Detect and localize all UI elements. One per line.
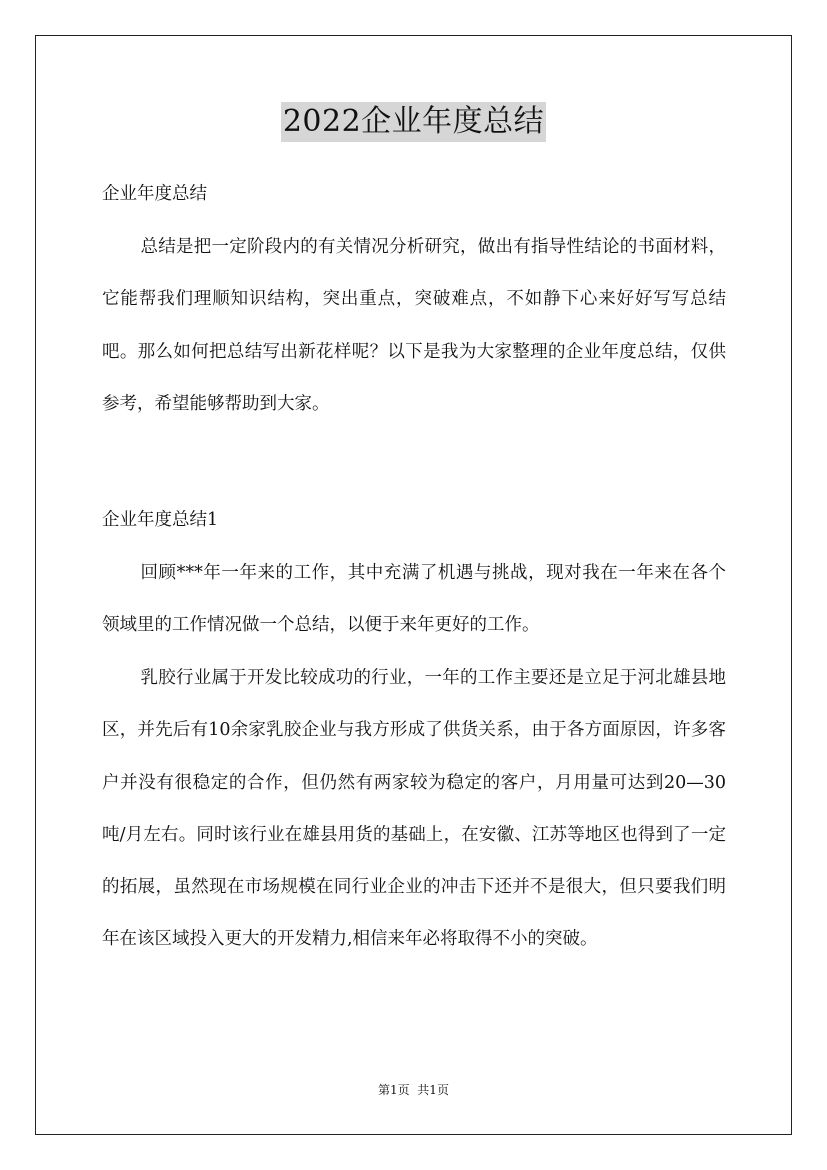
page-footer: 第1页 共1页 <box>378 1083 449 1097</box>
section-heading-1: 企业年度总结1 <box>102 510 219 530</box>
paragraph-intro: 总结是把一定阶段内的有关情况分析研究，做出有指导性结论的书面材料，它能帮我们理顺知识结构，突出重点，突破难点，不如静下心来好好写写总结吧。那么如何把总结写出新花样呢？以下是我为大家整理的企业年度总结，仅供参考，希望能够帮助到大家。 <box>102 237 726 414</box>
section-heading-intro: 企业年度总结 <box>102 184 207 204</box>
document-title: 2022企业年度总结 <box>281 102 546 142</box>
document-title-container <box>0 102 827 142</box>
paragraph-1-2: 乳胶行业属于开发比较成功的行业，一年的工作主要还是立足于河北雄县地区，并先后有10余家乳胶企业与我方形成了供货关系，由于各方面原因，许多客户并没有很稳定的合作，但仍然有两家较为稳定的客户，月用量可达到20—30吨/月左右。同时该行业在雄县用货的基础上，在安徽、江苏等地区也得到了一定的拓展，虽然现在市场规模在同行业企业的冲击下还并不是很大，但只要我们明年在该区域投入更大的开发精力,相信来年必将取得不小的突破。 <box>102 668 726 950</box>
paragraph-1-1: 回顾***年一年来的工作，其中充满了机遇与挑战，现对我在一年来在各个领域里的工作情况做一个总结，以便于来年更好的工作。 <box>102 563 726 636</box>
